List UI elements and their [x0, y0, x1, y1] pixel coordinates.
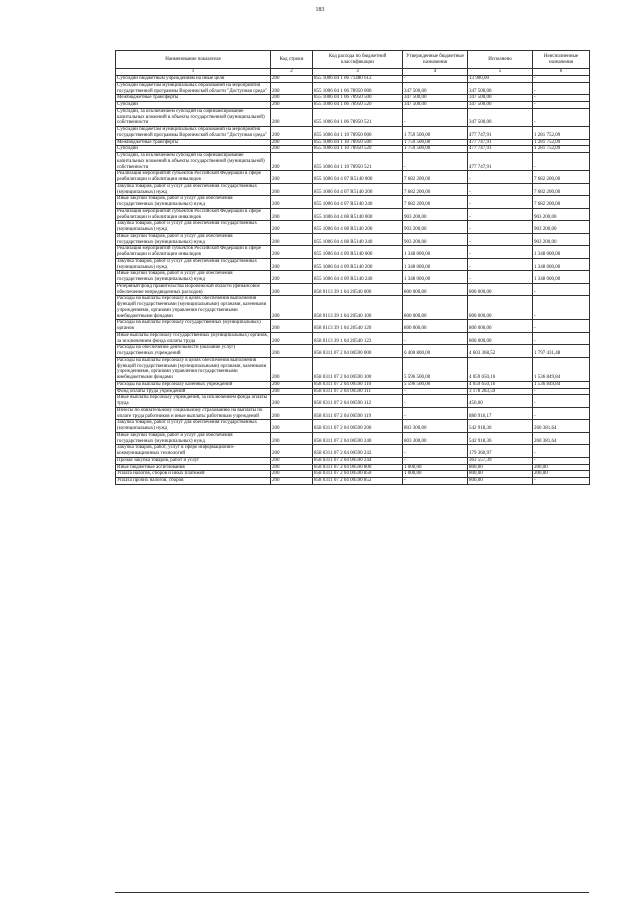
- row-approved: 347 500,00: [403, 95, 468, 102]
- row-unexecuted: -: [533, 457, 590, 464]
- row-name: Субсидии: [116, 102, 271, 109]
- row-expense-code: 855 1006 04 1 06 78950 521: [313, 108, 403, 126]
- row-approved: -: [403, 445, 468, 458]
- row-executed: 4 603 368,52: [468, 345, 533, 358]
- row-expense-code: 858 0311 07 2 04 00590 000: [313, 345, 403, 358]
- table-row: [116, 82, 590, 95]
- row-executed: 800 000,00: [468, 332, 533, 345]
- row-unexecuted: -: [533, 76, 590, 83]
- row-line-code: 200: [271, 395, 313, 408]
- header-expense-code: Код расхода по бюджетной классификации: [313, 51, 403, 69]
- table-row: [116, 102, 590, 109]
- row-unexecuted: 903 200,00: [533, 208, 590, 221]
- row-approved: 7 682 200,00: [403, 196, 468, 209]
- row-expense-code: 858 0113 39 1 04 20540 120: [313, 320, 403, 333]
- row-expense-code: 858 0311 07 2 04 00590 200: [313, 420, 403, 433]
- row-unexecuted: 1 281 752,09: [533, 146, 590, 153]
- row-expense-code: 855 1006 04 4 09 R5140 200: [313, 258, 403, 271]
- row-executed: -: [468, 246, 533, 259]
- row-expense-code: 858 0311 07 2 04 00590 112: [313, 395, 403, 408]
- table-row: [116, 171, 590, 184]
- row-unexecuted: 200,00: [533, 471, 590, 478]
- row-line-code: 200: [271, 345, 313, 358]
- table-header-row: [116, 51, 590, 69]
- row-executed: 477 747,91: [468, 146, 533, 153]
- row-name: Расходы на обеспечение деятельности (оказание услуг) государственных учреждений: [116, 345, 271, 358]
- header-unexecuted: Неисполненные назначения: [533, 51, 590, 69]
- row-unexecuted: 1 348 000,00: [533, 246, 590, 259]
- row-line-code: 200: [271, 407, 313, 420]
- row-expense-code: 858 0113 39 1 04 20540 122: [313, 332, 403, 345]
- row-executed: 800,00: [468, 478, 533, 485]
- row-approved: 903 200,00: [403, 233, 468, 246]
- row-unexecuted: -: [533, 82, 590, 95]
- row-name: Субсидии бюджетам муниципальных образований на мероприятия государственной программы Воронежской области "Доступная среда": [116, 82, 271, 95]
- row-unexecuted: -: [533, 108, 590, 126]
- row-approved: -: [403, 457, 468, 464]
- row-name: Реализация мероприятий субъектов Российской Федерации в сфере реабилитации и абилитации инвалидов: [116, 208, 271, 221]
- header-line-code: Код строки: [271, 51, 313, 69]
- row-line-code: 200: [271, 139, 313, 146]
- row-expense-code: 855 1006 04 4 07 R5140 000: [313, 171, 403, 184]
- row-unexecuted: -: [533, 445, 590, 458]
- table-row: [116, 457, 590, 464]
- column-number: 1: [116, 69, 271, 76]
- row-executed: 800,00: [468, 464, 533, 471]
- row-unexecuted: 7 682 200,00: [533, 171, 590, 184]
- row-line-code: 200: [271, 471, 313, 478]
- row-line-code: 200: [271, 332, 313, 345]
- row-unexecuted: -: [533, 320, 590, 333]
- row-line-code: 200: [271, 271, 313, 284]
- row-expense-code: 858 0113 39 1 04 20540 000: [313, 283, 403, 296]
- row-executed: -: [468, 183, 533, 196]
- table-row: [116, 464, 590, 471]
- row-approved: 1 348 000,00: [403, 258, 468, 271]
- row-approved: -: [403, 332, 468, 345]
- header-executed: Исполнено: [468, 51, 533, 69]
- row-approved: 5 596 500,00: [403, 357, 468, 381]
- row-executed: 13 900,00: [468, 76, 533, 83]
- row-line-code: 200: [271, 388, 313, 395]
- row-name: Иные закупки товаров, работ и услуг для обеспечения государственных (муниципальных) нужд: [116, 233, 271, 246]
- row-name: Субсидии, за исключением субсидий на софинансирование капитальных вложений в объекты государственной (муниципальной) собственности: [116, 108, 271, 126]
- row-executed: 4 059 650,16: [468, 357, 533, 381]
- row-executed: -: [468, 258, 533, 271]
- row-line-code: 200: [271, 102, 313, 109]
- row-expense-code: 855 1006 04 1 06 78950 520: [313, 102, 403, 109]
- row-name: Закупка товаров, работ и услуг для обеспечения государственных (муниципальных) нужд: [116, 258, 271, 271]
- row-approved: 800 000,00: [403, 320, 468, 333]
- row-line-code: 200: [271, 445, 313, 458]
- row-unexecuted: 903 200,00: [533, 233, 590, 246]
- row-line-code: 200: [271, 208, 313, 221]
- row-line-code: 200: [271, 221, 313, 234]
- row-line-code: 200: [271, 127, 313, 140]
- row-expense-code: 855 1006 04 1 10 78950 000: [313, 127, 403, 140]
- row-executed: -: [468, 233, 533, 246]
- table-bottom-rule: [115, 892, 589, 901]
- row-unexecuted: 1 536 849,84: [533, 381, 590, 388]
- row-executed: 4 059 650,16: [468, 381, 533, 388]
- budget-execution-table: [115, 50, 590, 485]
- row-approved: 1 000,00: [403, 464, 468, 471]
- row-name: Расходы на выплаты персоналу государственных (муниципальных) органов: [116, 320, 271, 333]
- row-unexecuted: 1 797 431,48: [533, 345, 590, 358]
- row-name: Расходы на выплаты персоналу в целях обеспечения выполнения функций государственными (муниципальными) органами, казенными учреждениями, органами управления государственными внебюджетными фондами: [116, 357, 271, 381]
- row-unexecuted: -: [533, 95, 590, 102]
- row-line-code: 200: [271, 108, 313, 126]
- row-approved: -: [403, 76, 468, 83]
- row-expense-code: 858 0311 07 2 04 00590 850: [313, 471, 403, 478]
- row-approved: -: [403, 395, 468, 408]
- row-executed: 347 500,00: [468, 102, 533, 109]
- row-name: Межбюджетные трансферты: [116, 139, 271, 146]
- row-line-code: 200: [271, 420, 313, 433]
- row-approved: -: [403, 407, 468, 420]
- row-executed: 477 747,91: [468, 139, 533, 146]
- row-expense-code: 858 0311 07 2 04 00590 119: [313, 407, 403, 420]
- row-approved: 1 000,00: [403, 471, 468, 478]
- row-line-code: 200: [271, 258, 313, 271]
- table-row: [116, 283, 590, 296]
- row-name: Закупка товаров, работ и услуг для обеспечения государственных (муниципальных) нужд: [116, 221, 271, 234]
- table-row: [116, 271, 590, 284]
- row-line-code: 200: [271, 464, 313, 471]
- row-line-code: 200: [271, 320, 313, 333]
- row-expense-code: 855 1006 04 1 10 78950 520: [313, 146, 403, 153]
- row-approved: 347 500,00: [403, 102, 468, 109]
- row-name: Иные закупки товаров, работ и услуг для обеспечения государственных (муниципальных) нужд: [116, 196, 271, 209]
- row-approved: 6 400 800,00: [403, 345, 468, 358]
- row-name: Реализация мероприятий субъектов Российской Федерации в сфере реабилитации и абилитации инвалидов: [116, 171, 271, 184]
- row-expense-code: 858 0113 39 1 04 20540 100: [313, 296, 403, 320]
- row-name: Субсидии бюджетным учреждениям на иные цели: [116, 76, 271, 83]
- row-executed: 347 500,00: [468, 95, 533, 102]
- row-name: Прочая закупка товаров, работ и услуг: [116, 457, 271, 464]
- row-line-code: 200: [271, 283, 313, 296]
- row-executed: -: [468, 208, 533, 221]
- row-expense-code: 855 1006 04 1 06 78950 500: [313, 95, 403, 102]
- row-unexecuted: -: [533, 395, 590, 408]
- table-row: [116, 208, 590, 221]
- row-approved: -: [403, 108, 468, 126]
- row-executed: -: [468, 196, 533, 209]
- row-expense-code: 855 1006 04 4 09 R5140 000: [313, 246, 403, 259]
- row-name: Иные закупки товаров, работ и услуг для обеспечения государственных (муниципальных) нужд: [116, 271, 271, 284]
- table-row: [116, 139, 590, 146]
- row-expense-code: 855 1006 04 1 06 78950 000: [313, 82, 403, 95]
- row-expense-code: 855 1006 04 1 10 78950 521: [313, 153, 403, 171]
- row-approved: 1 759 500,00: [403, 127, 468, 140]
- row-unexecuted: -: [533, 102, 590, 109]
- table-row: [116, 381, 590, 388]
- row-unexecuted: -: [533, 388, 590, 395]
- row-expense-code: 855 1006 04 1 06 71480 612: [313, 76, 403, 83]
- row-line-code: 200: [271, 196, 313, 209]
- table-row: [116, 420, 590, 433]
- row-approved: 7 682 200,00: [403, 183, 468, 196]
- row-expense-code: 855 1006 04 4 08 R5140 240: [313, 233, 403, 246]
- row-line-code: 200: [271, 233, 313, 246]
- table-row: [116, 258, 590, 271]
- row-name: Закупка товаров, работ и услуг для обеспечения государственных (муниципальных) нужд: [116, 420, 271, 433]
- row-approved: 1 759 500,00: [403, 139, 468, 146]
- row-executed: 450,00: [468, 395, 533, 408]
- row-line-code: 200: [271, 432, 313, 445]
- row-expense-code: 858 0311 07 2 04 00590 852: [313, 478, 403, 485]
- table-row: [116, 76, 590, 83]
- row-name: Иные бюджетные ассигнования: [116, 464, 271, 471]
- table-row: [116, 127, 590, 140]
- table-row: [116, 296, 590, 320]
- row-name: Межбюджетные трансферты: [116, 95, 271, 102]
- column-number: 4: [403, 69, 468, 76]
- row-unexecuted: 1 348 000,00: [533, 258, 590, 271]
- page-number: 183: [315, 7, 325, 13]
- row-name: Уплата прочих налогов, сборов: [116, 478, 271, 485]
- row-expense-code: 855 1006 04 1 10 78950 500: [313, 139, 403, 146]
- row-executed: 542 918,36: [468, 420, 533, 433]
- row-name: Фонд оплаты труда учреждений: [116, 388, 271, 395]
- row-unexecuted: 260 381,64: [533, 432, 590, 445]
- row-name: Уплата налогов, сборов и иных платежей: [116, 471, 271, 478]
- table-row: [116, 471, 590, 478]
- row-name: Реализация мероприятий субъектов Российской Федерации в сфере реабилитации и абилитации инвалидов: [116, 246, 271, 259]
- row-approved: 347 500,00: [403, 82, 468, 95]
- row-executed: 347 500,00: [468, 108, 533, 126]
- row-name: Субсидии, за исключением субсидий на софинансирование капитальных вложений в объекты государственной (муниципальной) собственности: [116, 153, 271, 171]
- table-row: [116, 345, 590, 358]
- row-unexecuted: 1 536 849,84: [533, 357, 590, 381]
- row-executed: 800 000,00: [468, 320, 533, 333]
- row-expense-code: 855 1006 04 4 07 R5140 240: [313, 196, 403, 209]
- row-line-code: 200: [271, 153, 313, 171]
- table-row: [116, 153, 590, 171]
- row-executed: 800,00: [468, 471, 533, 478]
- table-row: [116, 478, 590, 485]
- row-name: Иные закупки товаров, работ и услуг для обеспечения государственных (муниципальных) нужд: [116, 432, 271, 445]
- table-body: [116, 76, 590, 485]
- row-unexecuted: 1 281 752,09: [533, 139, 590, 146]
- table-row: [116, 196, 590, 209]
- row-executed: 477 747,91: [468, 153, 533, 171]
- row-line-code: 200: [271, 478, 313, 485]
- row-name: Закупка товаров, работ, услуг в сфере информационно-коммуникационных технологий: [116, 445, 271, 458]
- row-expense-code: 855 1006 04 4 09 R5140 240: [313, 271, 403, 284]
- row-unexecuted: -: [533, 296, 590, 320]
- row-executed: 800 000,00: [468, 283, 533, 296]
- row-line-code: 200: [271, 183, 313, 196]
- row-name: Иные выплаты персоналу учреждений, за исключением фонда оплаты труда: [116, 395, 271, 408]
- row-unexecuted: 260 381,64: [533, 420, 590, 433]
- row-line-code: 200: [271, 95, 313, 102]
- row-executed: 800 000,00: [468, 296, 533, 320]
- table-row: [116, 445, 590, 458]
- row-name: Расходы на выплаты персоналу в целях обеспечения выполнения функций государственными (муниципальными) органами, казенными учреждениями, органами управления государственными внебюджетными фондами: [116, 296, 271, 320]
- row-approved: 800 000,00: [403, 283, 468, 296]
- row-unexecuted: -: [533, 153, 590, 171]
- header-approved: Утвержденные бюджетные назначения: [403, 51, 468, 69]
- table-row: [116, 108, 590, 126]
- table-row: [116, 432, 590, 445]
- row-name: Субсидии: [116, 146, 271, 153]
- row-name: Иные выплаты персоналу государственных (муниципальных) органов, за исключением фонда оплаты труда: [116, 332, 271, 345]
- table-row: [116, 221, 590, 234]
- table-row: [116, 357, 590, 381]
- row-executed: 363 557,39: [468, 457, 533, 464]
- row-executed: -: [468, 171, 533, 184]
- column-number: 6: [533, 69, 590, 76]
- row-executed: 880 916,17: [468, 407, 533, 420]
- row-approved: 1 759 500,00: [403, 146, 468, 153]
- row-unexecuted: -: [533, 332, 590, 345]
- row-expense-code: 858 0311 07 2 04 00590 100: [313, 357, 403, 381]
- row-executed: 179 360,97: [468, 445, 533, 458]
- row-expense-code: 858 0311 07 2 04 00590 242: [313, 445, 403, 458]
- table-row: [116, 183, 590, 196]
- row-unexecuted: -: [533, 283, 590, 296]
- row-name: Субсидии бюджетам муниципальных образований на мероприятия государственной программы Воронежской области "Доступная среда": [116, 127, 271, 140]
- table-row: [116, 233, 590, 246]
- row-approved: -: [403, 153, 468, 171]
- row-expense-code: 855 1006 04 4 08 R5140 200: [313, 221, 403, 234]
- column-number-row: [116, 69, 590, 76]
- row-executed: 542 918,36: [468, 432, 533, 445]
- row-unexecuted: 7 682 200,00: [533, 183, 590, 196]
- row-approved: 1 348 000,00: [403, 246, 468, 259]
- table-row: [116, 246, 590, 259]
- row-expense-code: 858 0311 07 2 04 00590 240: [313, 432, 403, 445]
- row-approved: -: [403, 388, 468, 395]
- row-line-code: 200: [271, 246, 313, 259]
- row-unexecuted: 7 682 200,00: [533, 196, 590, 209]
- row-approved: 1 348 000,00: [403, 271, 468, 284]
- row-line-code: 200: [271, 82, 313, 95]
- row-line-code: 200: [271, 357, 313, 381]
- row-executed: -: [468, 221, 533, 234]
- row-line-code: 200: [271, 76, 313, 83]
- table-row: [116, 332, 590, 345]
- table-row: [116, 388, 590, 395]
- row-approved: 803 300,00: [403, 420, 468, 433]
- row-approved: 7 682 200,00: [403, 171, 468, 184]
- row-executed: -: [468, 271, 533, 284]
- row-unexecuted: 903 200,00: [533, 221, 590, 234]
- row-name: Закупка товаров, работ и услуг для обеспечения государственных (муниципальных) нужд: [116, 183, 271, 196]
- row-executed: 347 500,00: [468, 82, 533, 95]
- row-executed: 3 178 283,59: [468, 388, 533, 395]
- table-row: [116, 95, 590, 102]
- column-number: 3: [313, 69, 403, 76]
- row-approved: 903 200,00: [403, 221, 468, 234]
- column-number: 2: [271, 69, 313, 76]
- row-unexecuted: 200,00: [533, 464, 590, 471]
- row-approved: 803 300,00: [403, 432, 468, 445]
- row-expense-code: 858 0311 07 2 04 00590 244: [313, 457, 403, 464]
- row-expense-code: 855 1006 04 4 07 R5140 200: [313, 183, 403, 196]
- row-approved: 903 200,00: [403, 208, 468, 221]
- row-name: Расходы на выплаты персоналу казенных учреждений: [116, 381, 271, 388]
- row-line-code: 200: [271, 146, 313, 153]
- column-number: 5: [468, 69, 533, 76]
- table-row: [116, 395, 590, 408]
- row-approved: 800 000,00: [403, 296, 468, 320]
- row-name: Резервный фонд правительства Воронежской области (финансовое обеспечение непредвиденных расходов): [116, 283, 271, 296]
- row-unexecuted: -: [533, 478, 590, 485]
- row-expense-code: 858 0311 07 2 04 00590 800: [313, 464, 403, 471]
- header-name: Наименование показателя: [116, 51, 271, 69]
- row-expense-code: 858 0311 07 2 04 00590 111: [313, 388, 403, 395]
- row-expense-code: 855 1006 04 4 08 R5140 000: [313, 208, 403, 221]
- row-unexecuted: 1 348 000,00: [533, 271, 590, 284]
- row-line-code: 200: [271, 171, 313, 184]
- row-line-code: 200: [271, 381, 313, 388]
- row-unexecuted: 1 281 752,09: [533, 127, 590, 140]
- row-approved: -: [403, 478, 468, 485]
- row-expense-code: 858 0311 07 2 04 00590 110: [313, 381, 403, 388]
- row-name: Взносы по обязательному социальному страхованию на выплаты по оплате труда работников и иные выплаты работникам учреждений: [116, 407, 271, 420]
- row-approved: 5 596 500,00: [403, 381, 468, 388]
- table-row: [116, 407, 590, 420]
- row-line-code: 200: [271, 457, 313, 464]
- row-line-code: 200: [271, 296, 313, 320]
- row-executed: 477 747,91: [468, 127, 533, 140]
- row-unexecuted: -: [533, 407, 590, 420]
- table-row: [116, 320, 590, 333]
- table-row: [116, 146, 590, 153]
